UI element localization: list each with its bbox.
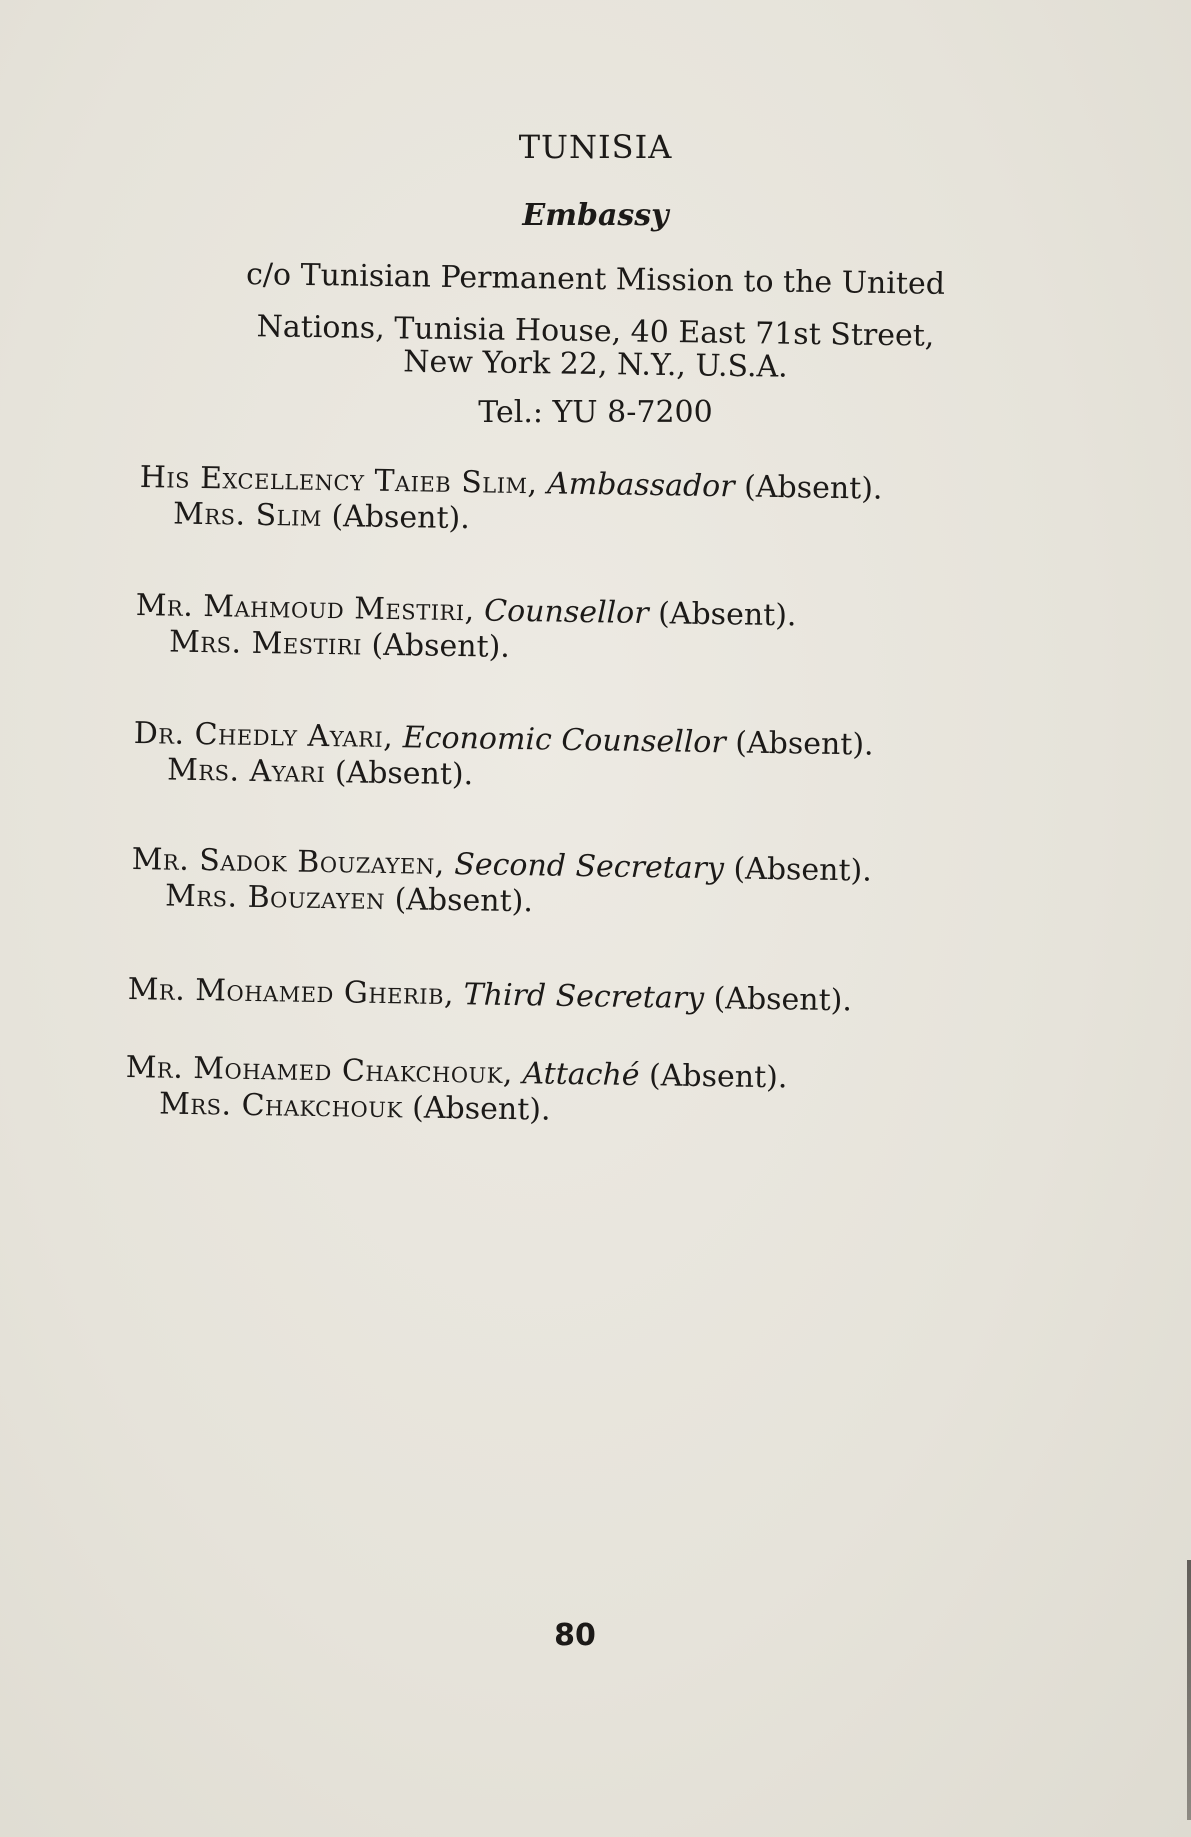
spouse-name: Mrs. Bouzayen: [164, 878, 386, 917]
spouse-name: Mrs. Slim: [172, 496, 323, 534]
staff-title: Economic Counsellor: [402, 720, 727, 761]
staff-status: (Absent).: [733, 851, 873, 889]
address-line-1: c/o Tunisian Permanent Mission to the United: [245, 257, 946, 302]
staff-status: (Absent).: [648, 1058, 788, 1096]
staff-entry: [139, 460, 883, 544]
spouse-name: Mrs. Ayari: [166, 752, 326, 791]
staff-entry: [131, 842, 872, 926]
country-heading: TUNISIA: [518, 128, 673, 166]
staff-name: Mr. Mohamed Gherib,: [127, 972, 455, 1013]
spouse-status: (Absent).: [371, 627, 511, 665]
spouse-name: Mrs. Chakchouk: [158, 1086, 403, 1126]
staff-entry: [135, 588, 797, 670]
staff-entry: [133, 716, 874, 800]
binding-edge: [1187, 1560, 1191, 1820]
staff-status: (Absent).: [735, 725, 874, 763]
staff-name: Mr. Sadok Bouzayen,: [131, 842, 446, 882]
staff-title: Third Secretary: [463, 977, 705, 1017]
staff-name: His Excellency Taieb Slim,: [139, 460, 538, 502]
staff-title: Counsellor: [483, 593, 649, 632]
address-line-3: New York 22, N.Y., U.S.A.: [403, 344, 788, 385]
spouse-status: (Absent).: [411, 1090, 551, 1128]
spouse-status: (Absent).: [394, 882, 534, 920]
staff-title: Attaché: [522, 1056, 640, 1094]
address-line-2: Nations, Tunisia House, 40 East 71st Street,: [256, 309, 935, 354]
staff-status: (Absent).: [743, 469, 883, 507]
staff-name: Dr. Chedly Ayari,: [133, 716, 394, 756]
telephone: Tel.: YU 8-7200: [478, 395, 713, 430]
staff-entry: [125, 1050, 788, 1132]
staff-name: Mr. Mahmoud Mestiri,: [135, 588, 475, 629]
staff-title: Ambassador: [546, 466, 735, 505]
spouse-name: Mrs. Mestiri: [168, 624, 363, 663]
staff-status: (Absent).: [657, 596, 797, 634]
section-heading: Embassy: [522, 198, 669, 233]
staff-title: Second Secretary: [454, 847, 725, 887]
staff-line: [127, 972, 852, 1019]
page-number: 80: [554, 1618, 596, 1653]
spouse-status: (Absent).: [331, 499, 471, 537]
staff-status: (Absent).: [713, 981, 853, 1019]
staff-entry: [127, 972, 852, 1019]
spouse-status: (Absent).: [334, 755, 474, 793]
staff-name: Mr. Mohamed Chakchouk,: [125, 1050, 514, 1092]
